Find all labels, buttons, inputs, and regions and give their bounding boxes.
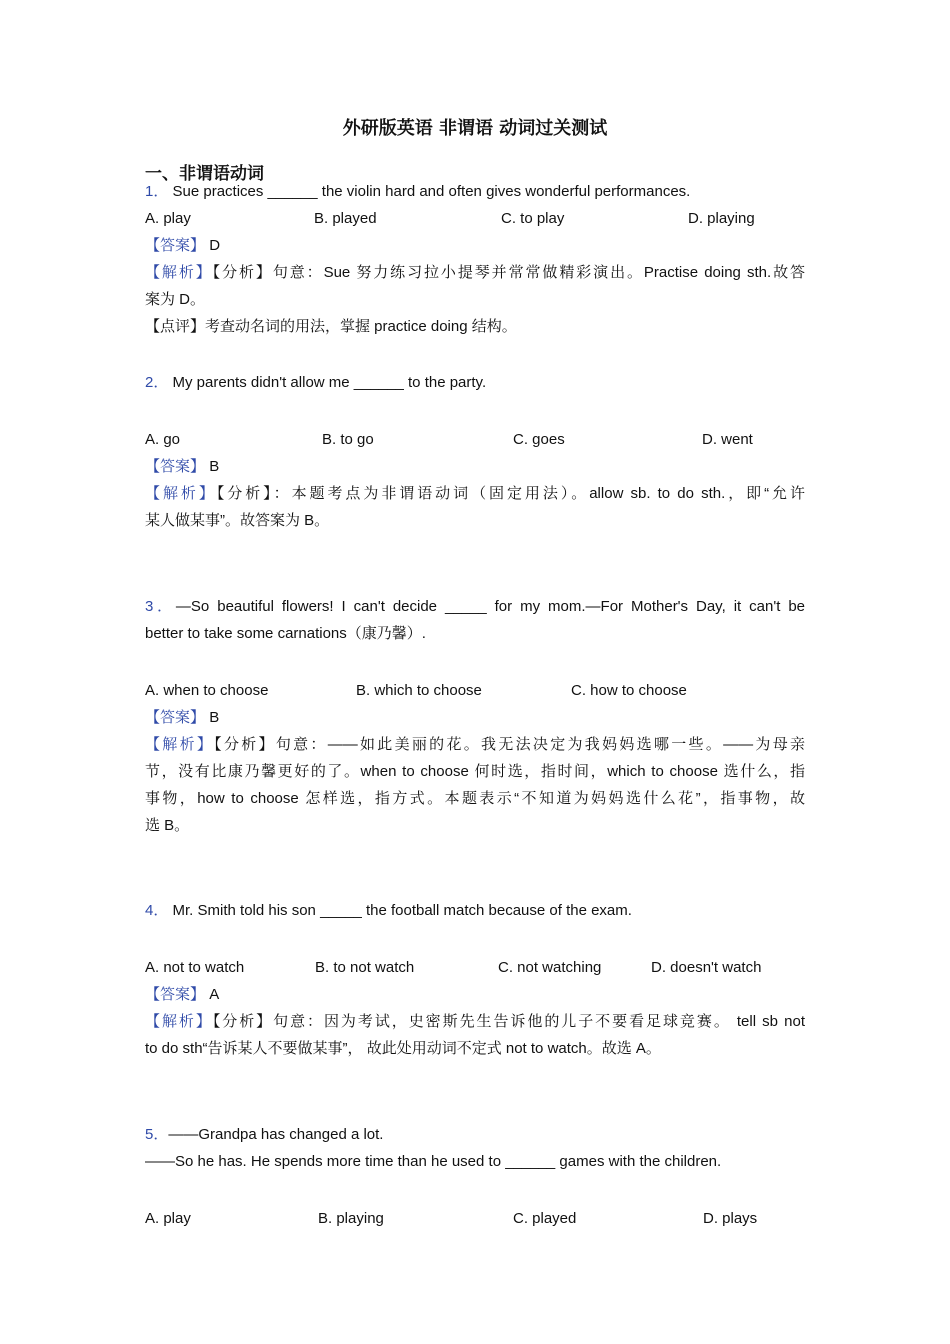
question-number: 5． xyxy=(145,1126,169,1143)
q4-option-d: D. doesn't watch xyxy=(651,959,762,976)
q3-analysis-line-4: 选 B。 xyxy=(145,817,190,834)
analysis-text: 【分析】句意：Sue 努力练习拉小提琴并常常做精彩演出。Practise doing sth.故答 xyxy=(212,264,805,281)
analysis-text: 【分析】：本题考点为非谓语动词（固定用法）。allow sb. to do sth.，即“允许 xyxy=(216,485,805,502)
q2-analysis-line-1 xyxy=(145,480,805,507)
q1-comment: 【点评】考查动名词的用法，掌握 practice doing 结构。 xyxy=(145,318,517,335)
question-text: ——Grandpa has changed a lot. xyxy=(168,1126,384,1143)
answer-value: D xyxy=(209,237,221,254)
q3-analysis-line-3: 事物，how to choose 怎样选，指方式。本题表示“不知道为妈妈选什么花”，指事物，故 xyxy=(145,790,805,807)
question-3-stem-line-1 xyxy=(145,593,805,620)
question-number: 3． xyxy=(145,598,176,615)
q2-analysis-line-2: 某人做某事”。故答案为 B。 xyxy=(145,512,330,529)
q3-analysis-line-2: 节，没有比康乃馨更好的了。when to choose 何时选，指时间，which to choose 选什么，指 xyxy=(145,763,805,780)
document-title: 外研版英语 非谓语 动词过关测试 xyxy=(342,118,608,139)
answer-tag: 【答案】 xyxy=(145,709,206,726)
answer-tag: 【答案】 xyxy=(145,986,206,1003)
analysis-tag: 【解析】 xyxy=(145,485,217,502)
q1-option-c: C. to play xyxy=(501,210,565,227)
q2-option-d: D. went xyxy=(702,431,753,448)
q5-option-a: A. play xyxy=(145,1210,191,1227)
q1-analysis-line-2: 案为 D。 xyxy=(145,291,206,308)
q1-option-d: D. playing xyxy=(688,210,755,227)
question-number: 2． xyxy=(145,374,169,391)
q4-option-c: C. not watching xyxy=(498,959,602,976)
q4-analysis-line-1 xyxy=(145,1008,805,1035)
q3-option-c: C. how to choose xyxy=(571,682,687,699)
q3-option-b: B. which to choose xyxy=(356,682,482,699)
analysis-text: 【分析】句意：——如此美丽的花。我无法决定为我妈妈选哪一些。——为母亲 xyxy=(214,736,805,753)
q5-option-b: B. playing xyxy=(318,1210,384,1227)
question-3-stem-line-2: better to take some carnations（康乃馨）. xyxy=(145,625,426,642)
question-5-stem-line-1 xyxy=(145,1121,805,1148)
q1-option-a: A. play xyxy=(145,210,191,227)
answer-tag: 【答案】 xyxy=(145,458,206,475)
question-text: My parents didn't allow me ______ to the party. xyxy=(172,374,487,391)
q4-answer xyxy=(145,981,805,1008)
question-number: 4． xyxy=(145,902,169,919)
answer-tag: 【答案】 xyxy=(145,237,206,254)
q4-option-b: B. to not watch xyxy=(315,959,415,976)
answer-value: A xyxy=(209,986,220,1003)
question-number: 1． xyxy=(145,183,169,200)
question-4-stem xyxy=(145,897,805,924)
analysis-tag: 【解析】 xyxy=(145,1013,213,1030)
question-text: —So beautiful flowers! I can't decide _____ for my mom.—For Mother's Day, it can't be xyxy=(175,598,805,615)
question-text: Mr. Smith told his son _____ the football match because of the exam. xyxy=(172,902,632,919)
analysis-text: 【分析】句意：因为考试，史密斯先生告诉他的儿子不要看足球竞赛。 tell sb not xyxy=(212,1013,805,1030)
q4-option-a: A. not to watch xyxy=(145,959,245,976)
question-1-stem xyxy=(145,178,805,205)
section-heading: 一、非谓语动词 xyxy=(145,164,264,184)
question-text: Sue practices ______ the violin hard and often gives wonderful performances. xyxy=(172,183,691,200)
q4-analysis-line-2: to do sth“告诉某人不要做某事”， 故此处用动词不定式 not to watch。故选 A。 xyxy=(145,1040,661,1057)
q2-option-a: A. go xyxy=(145,431,181,448)
q3-option-a: A. when to choose xyxy=(145,682,269,699)
q2-option-b: B. to go xyxy=(322,431,374,448)
question-5-stem-line-2: ——So he has. He spends more time than he used to ______ games with the children. xyxy=(145,1153,722,1170)
answer-value: B xyxy=(209,709,220,726)
question-2-stem xyxy=(145,369,805,396)
q1-analysis-line-1 xyxy=(145,259,805,286)
q2-option-c: C. goes xyxy=(513,431,565,448)
q3-analysis-line-1 xyxy=(145,731,805,758)
q5-option-c: C. played xyxy=(513,1210,577,1227)
q3-answer xyxy=(145,704,805,731)
answer-value: B xyxy=(209,458,220,475)
analysis-tag: 【解析】 xyxy=(145,736,215,753)
analysis-tag: 【解析】 xyxy=(145,264,213,281)
q2-answer xyxy=(145,453,805,480)
q1-option-b: B. played xyxy=(314,210,377,227)
q1-answer xyxy=(145,232,805,259)
q5-option-d: D. plays xyxy=(703,1210,758,1227)
